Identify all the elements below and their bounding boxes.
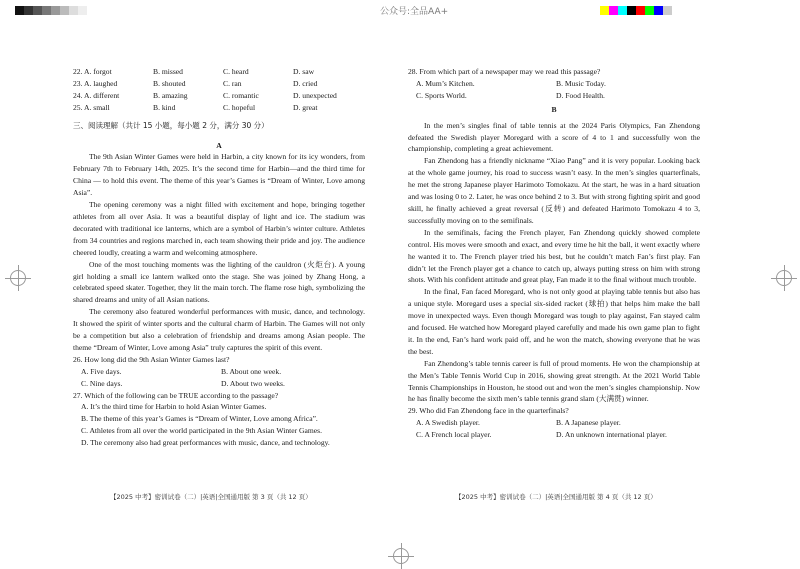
calibration-swatch <box>645 6 654 15</box>
registration-mark-right <box>776 270 792 286</box>
question-27-option: D. The ceremony also had great performances with music, dance, and technology. <box>81 438 330 448</box>
calibration-swatch <box>627 6 636 15</box>
calibration-swatch <box>69 6 78 15</box>
calibration-swatch <box>60 6 69 15</box>
watermark-text: 公众号:全品AA+ <box>380 7 449 17</box>
page-footer-left: 【2025 中考】密训试卷（二）|英语|全国通用版 第 3 页（共 12 页） <box>110 493 312 501</box>
passage-a-paragraph: The ceremony also featured wonderful performances with music, dance, and technology. It showed the spirit of winter sports and the cultural charm of Harbin. The Games will not only be a competition but also a celebration of friendship and dreams among Asian people. The theme “Dream of Winter, Love among Asia” truly captures the spirit of this event. <box>73 307 365 352</box>
question-27-option: A. It’s the third time for Harbin to hold Asian Winter Games. <box>81 402 267 412</box>
passage-b-paragraph: In the men’s singles final of table tennis at the 2024 Paris Olympics, Fan Zhendong defeated the Swedish player Moregard with a score of 4 to 1 and successfully won the championship, completing a great achievement. <box>408 120 700 154</box>
left-page <box>73 66 365 449</box>
passage-label-b: B <box>551 104 557 114</box>
cloze-options-23: 23. A. laughed B. shouted C. ran D. cried <box>73 78 318 88</box>
calibration-swatch <box>654 6 663 15</box>
passage-a-paragraph: One of the most touching moments was the lighting of the cauldron (火炬台). A young girl holding a small ice lantern walked onto the stage. She was joined by Zhang Hong, a celebrated speed skater. Together, they lit the main torch. The flame rose high, symbolizing the shared dreams and unity of all Asian nations. <box>73 259 365 305</box>
question-27: 27. Which of the following can be TRUE according to the passage? <box>73 390 279 400</box>
calibration-swatch <box>636 6 645 15</box>
registration-mark-bottom <box>393 548 409 564</box>
question-28: 28. From which part of a newspaper may we read this passage? <box>408 67 601 76</box>
passage-label-a: A <box>216 140 222 150</box>
cloze-options-24: 24. A. different B. amazing C. romantic D. unexpected <box>73 90 337 100</box>
calibration-swatch <box>78 6 87 15</box>
question-27-option: B. The theme of this year’s Games is “Dream of Winter, Love among Africa”. <box>81 414 318 424</box>
calibration-swatch <box>15 6 24 15</box>
passage-b-paragraph: Fan Zhendong’s table tennis career is full of proud moments. He won the championship at the Men’s Table Tennis World Cup in 2016, showing great strength. At the 2021 World Table Tennis Championships in Houston, he stood out and won the men’s singles championship. Now he has finally become the sixth men’s table tennis grand slam (大满贯) winner. <box>408 358 700 404</box>
question-26: 26. How long did the 9th Asian Winter Games last? <box>73 354 230 364</box>
question-29: 29. Who did Fan Zhendong face in the quarterfinals? <box>408 406 569 416</box>
gray-calibration-bar <box>15 6 87 15</box>
passage-b-paragraph: Fan Zhendong has a friendly nickname “Xiao Pang” and it is very popular. Looking back at the whole game journey, his road to success wasn’t easy. In the men’s singles quarterfinals, he met the strong Japanese player Harimoto Tomokazu. At the start, he was in a hard situation and was losing 0 to 2. Later, he was once behind 2 to 3. But with strong fighting spirit and good skill, he finally achieved a great reversal (反转) and defeated Harimoto Tomokazu 4 to 3, successfully moving on to the semifinals. <box>408 156 700 225</box>
question-28-options: A. Mum’s Kitchen. B. Music Today. C. Sports World. D. Food Health. <box>416 78 606 100</box>
right-page <box>408 66 700 441</box>
cloze-options-22: 22. A. forgot B. missed C. heard D. saw <box>73 67 315 76</box>
passage-a-paragraph: The opening ceremony was a night filled with excitement and hope, bringing together athletes from all over Asia. It was a beautiful display of light and ice. The stadium was decorated with traditional ice lanterns, which are a symbol of Harbin’s winter culture. Athletes from 34 countries and regions marched in, each team showing their pride and joy. The audience cheered loudly, creating a warm and welcoming atmosphere. <box>73 200 365 257</box>
question-29-options: A. A Swedish player. B. A Japanese player. C. A French local player. D. An unknown international player. <box>416 418 667 440</box>
calibration-swatch <box>24 6 33 15</box>
passage-b-paragraph: In the semifinals, facing the French player, Fan Zhendong quickly showed complete control. His moves were smooth and exact, and every time he hit the ball, it went exactly where he wanted it to. The French player tried his best, but he couldn’t match Fan’s first play. Fan didn’t let the French player get a chance to catch up, always putting stress on him with strong shots. With his confident attitude and great play, Fan made it to the final without much trouble. <box>408 227 700 285</box>
registration-mark-left <box>10 270 26 286</box>
cloze-options-25: 25. A. small B. kind C. hopeful D. great <box>73 102 318 112</box>
passage-a-paragraph: The 9th Asian Winter Games were held in Harbin, a city known for its icy wonders, from February 7th to February 14th, 2025. It’s the second time for Harbin—and the third time for China — to hold this event. The theme of this year’s Games is “Dream of Winter, Love among Asia”. <box>73 152 365 198</box>
color-calibration-bar <box>600 6 672 15</box>
question-26-options: A. Five days. B. About one week. C. Nine days. D. About two weeks. <box>81 366 285 388</box>
calibration-swatch <box>618 6 627 15</box>
calibration-swatch <box>609 6 618 15</box>
calibration-swatch <box>33 6 42 15</box>
question-27-option: C. Athletes from all over the world participated in the 9th Asian Winter Games. <box>81 426 323 436</box>
calibration-swatch <box>42 6 51 15</box>
calibration-swatch <box>663 6 672 15</box>
calibration-swatch <box>600 6 609 15</box>
calibration-swatch <box>51 6 60 15</box>
section-title: 三、阅读理解（共计 15 小题，每小题 2 分，满分 30 分） <box>73 120 269 130</box>
page-footer-right: 【2025 中考】密训试卷（二）|英语|全国通用版 第 4 页（共 12 页） <box>455 493 657 501</box>
passage-b-paragraph: In the final, Fan faced Moregard, who is not only good at playing table tennis but also has a unique style. Moregard uses a special six-sided racket (球拍) that helps him make the ball move in unexpected ways. Even though Moregard was tough to play against, Fan stayed calm and focused. He watched how Moregard played carefully and made his own game plan to fight it. In the end, Fan’s hard work paid off, and he won the match, showing everyone that he was the best. <box>408 287 700 356</box>
